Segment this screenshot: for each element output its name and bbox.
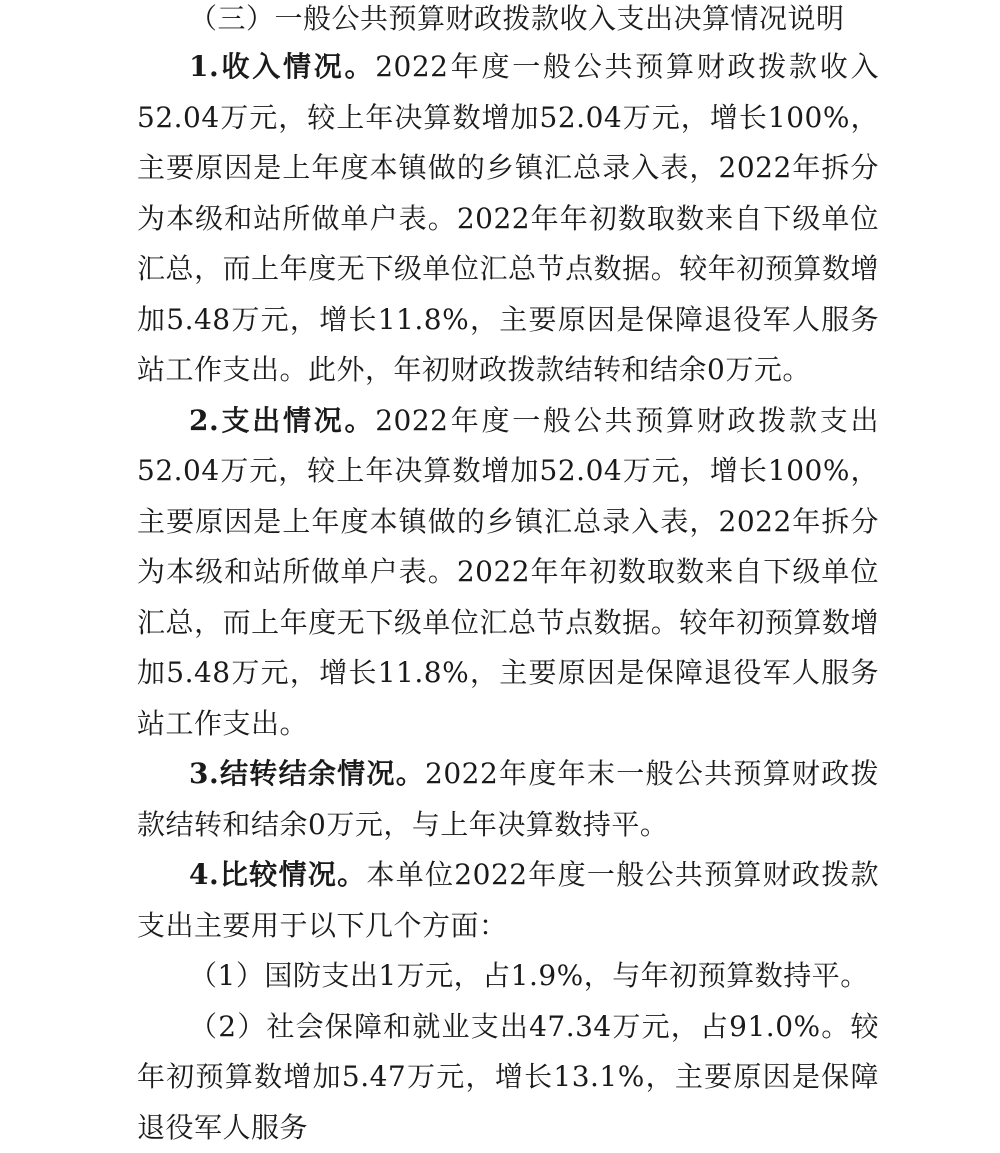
paragraph-heading-income: 1.收入情况。 (189, 50, 375, 83)
paragraph-income (137, 42, 879, 396)
paragraph-text-carryover: 2022年度年末一般公共预算财政拨款结转和结余0万元，与上年决算数持平。 (137, 757, 879, 841)
list-item-social-security: （2）社会保障和就业支出47.34万元，占91.0%。较年初预算数增加5.47万元，增长13.1%，主要原因是保障退役军人服务 (137, 1002, 879, 1153)
paragraph-comparison (137, 850, 879, 951)
paragraph-expenditure (137, 396, 879, 750)
paragraph-text-comparison: 本单位2022年度一般公共预算财政拨款支出主要用于以下几个方面： (137, 858, 879, 942)
list-item-national-defense: （1）国防支出1万元，占1.9%，与年初预算数持平。 (137, 951, 879, 1002)
document-body (137, 0, 879, 1153)
paragraph-heading-carryover: 3.结转结余情况。 (189, 757, 425, 790)
paragraph-heading-comparison: 4.比较情况。 (189, 858, 366, 891)
paragraph-carryover (137, 749, 879, 850)
section-title: （三）一般公共预算财政拨款收入支出决算情况说明 (137, 0, 879, 42)
paragraph-text-income: 2022年度一般公共预算财政拨款收入52.04万元，较上年决算数增加52.04万元，增长100%，主要原因是上年度本镇做的乡镇汇总录入表，2022年拆分为本级和站所做单户表。2022年年初数取数来自下级单位汇总，而上年度无下级单位汇总节点数据。较年初预算数增加5.48万元，增长11.8%，主要原因是保障退役军人服务站工作支出。此外，年初财政拨款结转和结余0万元。 (137, 50, 879, 386)
paragraph-heading-expenditure: 2.支出情况。 (189, 404, 375, 437)
paragraph-text-expenditure: 2022年度一般公共预算财政拨款支出52.04万元，较上年决算数增加52.04万元，增长100%，主要原因是上年度本镇做的乡镇汇总录入表，2022年拆分为本级和站所做单户表。2022年年初数取数来自下级单位汇总，而上年度无下级单位汇总节点数据。较年初预算数增加5.48万元，增长11.8%，主要原因是保障退役军人服务站工作支出。 (137, 404, 879, 740)
